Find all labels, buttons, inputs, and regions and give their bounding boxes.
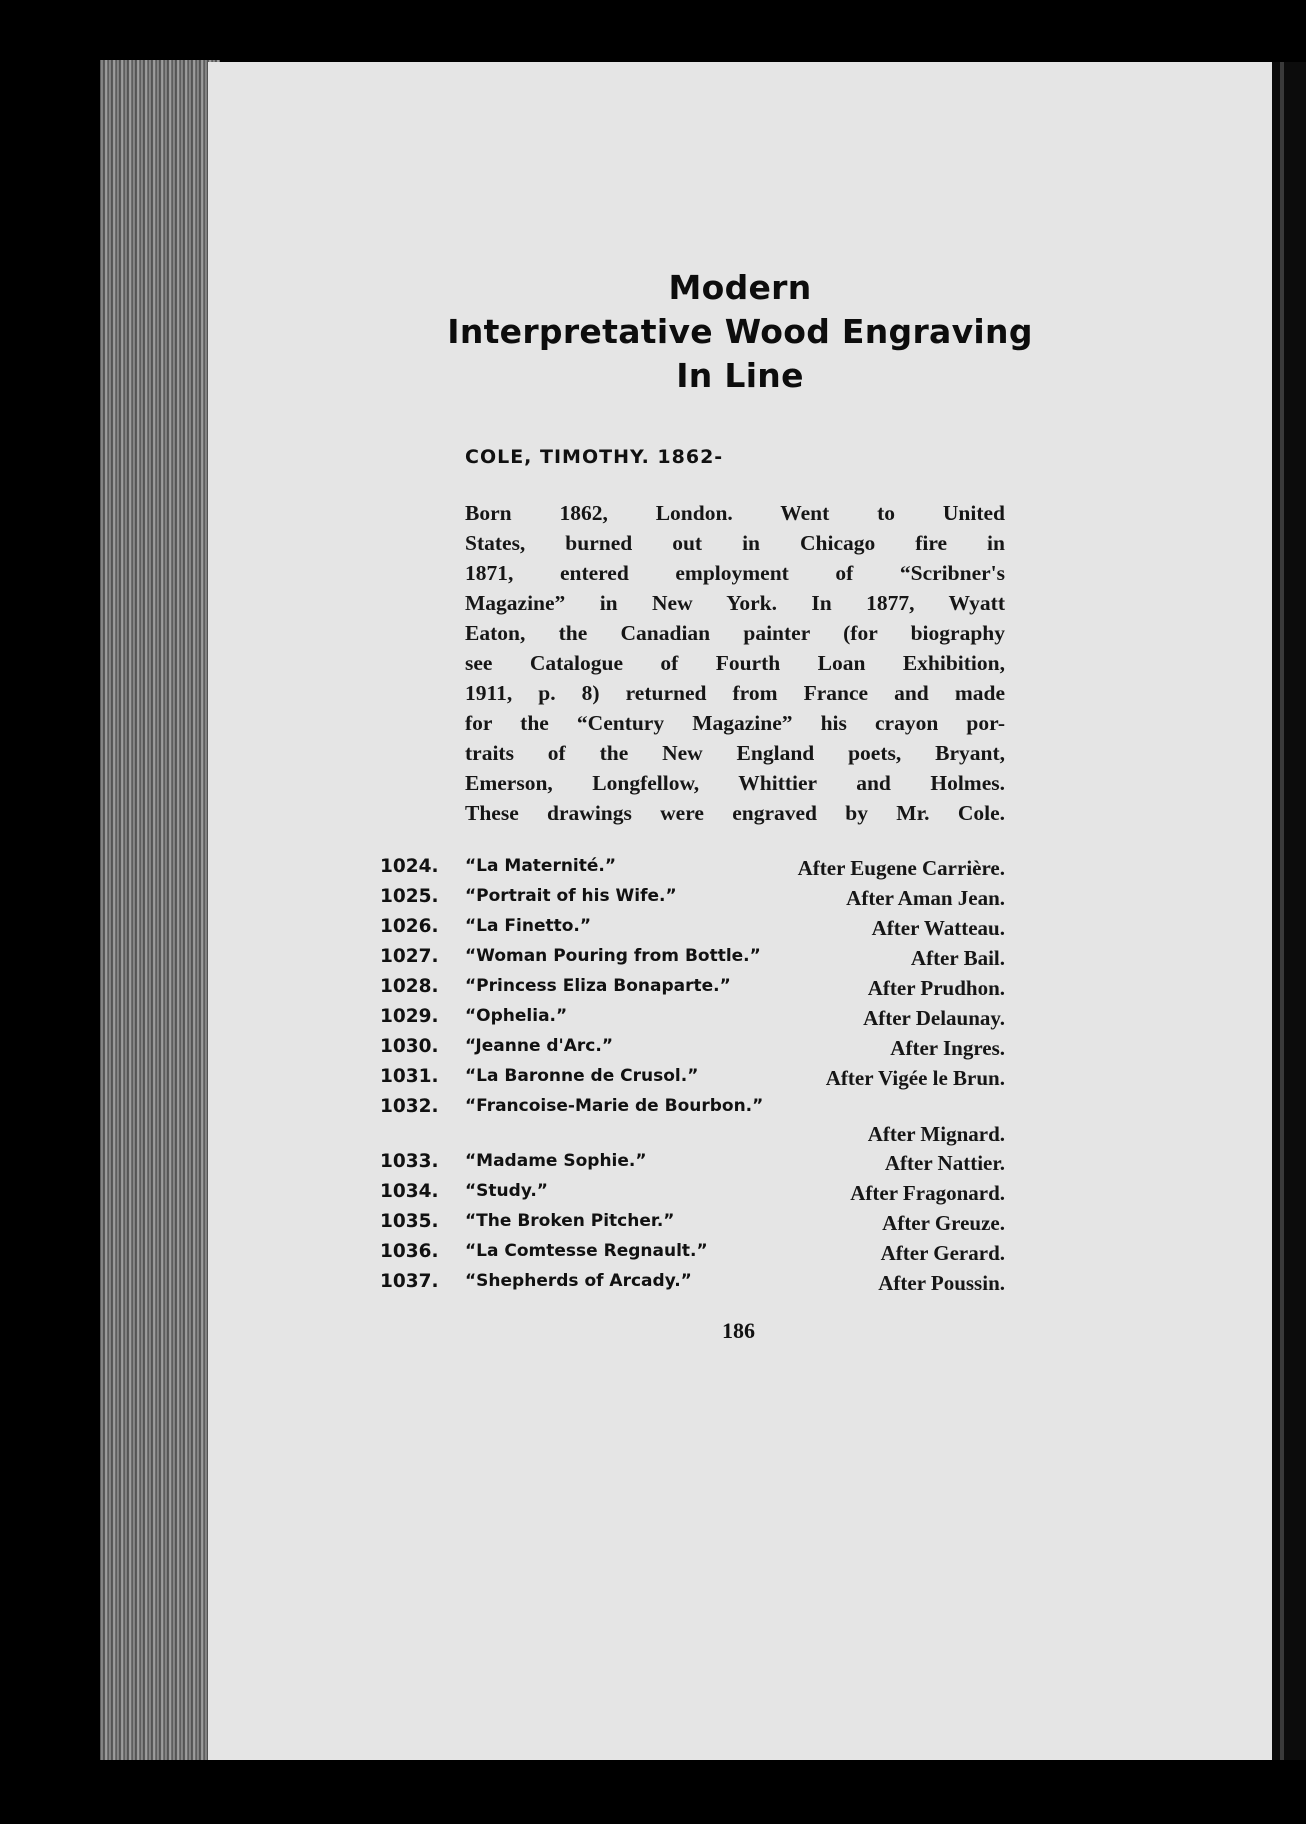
entry-title: “Study.”: [465, 1181, 548, 1201]
bio-line: 1911, p. 8) returned from France and made: [465, 681, 1005, 705]
entry-number: 1035.: [380, 1211, 439, 1232]
entry-number: 1029.: [380, 1006, 439, 1027]
bio-line: traits of the New England poets, Bryant,: [465, 741, 1005, 765]
entry-after: After Eugene Carrière.: [797, 856, 1005, 880]
entry-title: “Portrait of his Wife.”: [465, 886, 677, 906]
bio-line: States, burned out in Chicago fire in: [465, 531, 1005, 555]
entry-number: 1025.: [380, 886, 439, 907]
catalogue-entry: [380, 1006, 1005, 1036]
catalogue-entry: [380, 1036, 1005, 1066]
entry-number: 1031.: [380, 1066, 439, 1087]
entry-after: After Prudhon.: [867, 976, 1005, 1000]
entry-title: “The Broken Pitcher.”: [465, 1211, 675, 1231]
catalogue-entry: [380, 1181, 1005, 1211]
entry-number: 1030.: [380, 1036, 439, 1057]
entry-after: After Aman Jean.: [846, 886, 1005, 910]
entry-title: “Ophelia.”: [465, 1006, 568, 1026]
catalogue-entry: [380, 946, 1005, 976]
entry-number: 1033.: [380, 1151, 439, 1172]
catalogue-entry: [380, 1241, 1005, 1271]
entry-after: After Greuze.: [882, 1211, 1005, 1235]
bio-line: Born 1862, London. Went to United: [465, 501, 1005, 525]
facing-page-edge: [1272, 62, 1306, 1760]
facing-page-line: [1280, 62, 1284, 1760]
catalogue-entry: [380, 916, 1005, 946]
entry-title: “Princess Eliza Bonaparte.”: [465, 976, 731, 996]
entry-title: “Francoise-Marie de Bourbon.”: [465, 1096, 764, 1116]
entry-after: After Delaunay.: [863, 1006, 1005, 1030]
entry-number: 1034.: [380, 1181, 439, 1202]
entry-number: 1027.: [380, 946, 439, 967]
entry-number: 1026.: [380, 916, 439, 937]
catalogue-entry: [380, 976, 1005, 1006]
entry-title: “Shepherds of Arcady.”: [465, 1271, 692, 1291]
entry-after: After Ingres.: [890, 1036, 1005, 1060]
entry-after: After Nattier.: [884, 1151, 1005, 1175]
entry-number: 1032.: [380, 1096, 439, 1117]
bio-line: 1871, entered employment of “Scribner's: [465, 561, 1005, 585]
entry-title: “Madame Sophie.”: [465, 1151, 647, 1171]
catalogue-entry: [380, 856, 1005, 886]
bio-line: These drawings were engraved by Mr. Cole.: [465, 801, 1005, 825]
entry-after: After Bail.: [910, 946, 1005, 970]
catalogue-entry: [380, 886, 1005, 916]
section-heading-line-2: Interpretative Wood Engraving: [447, 312, 1033, 351]
entry-after: After Gerard.: [880, 1241, 1005, 1265]
entry-number: 1028.: [380, 976, 439, 997]
entry-after: After Watteau.: [871, 916, 1005, 940]
catalogue-entry: [380, 1151, 1005, 1181]
section-heading-line-3: In Line: [676, 356, 804, 395]
entry-after: After Mignard.: [867, 1122, 1005, 1146]
entry-after: After Vigée le Brun.: [825, 1066, 1005, 1090]
entry-number: 1037.: [380, 1271, 439, 1292]
entry-number: 1036.: [380, 1241, 439, 1262]
bio-line: Emerson, Longfellow, Whittier and Holmes.: [465, 771, 1005, 795]
entry-title: “Woman Pouring from Bottle.”: [465, 946, 761, 966]
page-number: 186: [722, 1318, 755, 1343]
bio-line: for the “Century Magazine” his crayon por-: [465, 711, 1005, 735]
entry-title: “La Finetto.”: [465, 916, 592, 936]
catalogue-entry: [380, 1096, 1005, 1158]
bio-line: Eaton, the Canadian painter (for biography: [465, 621, 1005, 645]
artist-name: COLE, TIMOTHY. 1862-: [465, 446, 724, 468]
section-heading-line-1: Modern: [668, 268, 812, 307]
entry-title: “La Comtesse Regnault.”: [465, 1241, 708, 1261]
bio-line: see Catalogue of Fourth Loan Exhibition,: [465, 651, 1005, 675]
catalogue-entry: [380, 1066, 1005, 1096]
entry-title: “Jeanne d'Arc.”: [465, 1036, 614, 1056]
entry-number: 1024.: [380, 856, 439, 877]
entry-after: After Fragonard.: [850, 1181, 1005, 1205]
entry-after: After Poussin.: [878, 1271, 1005, 1295]
entry-title: “La Maternité.”: [465, 856, 617, 876]
catalogue-entry: [380, 1271, 1005, 1301]
bio-line: Magazine” in New York. In 1877, Wyatt: [465, 591, 1005, 615]
entry-title: “La Baronne de Crusol.”: [465, 1066, 699, 1086]
book-spine-edge: [100, 60, 220, 1760]
catalogue-entry: [380, 1211, 1005, 1241]
